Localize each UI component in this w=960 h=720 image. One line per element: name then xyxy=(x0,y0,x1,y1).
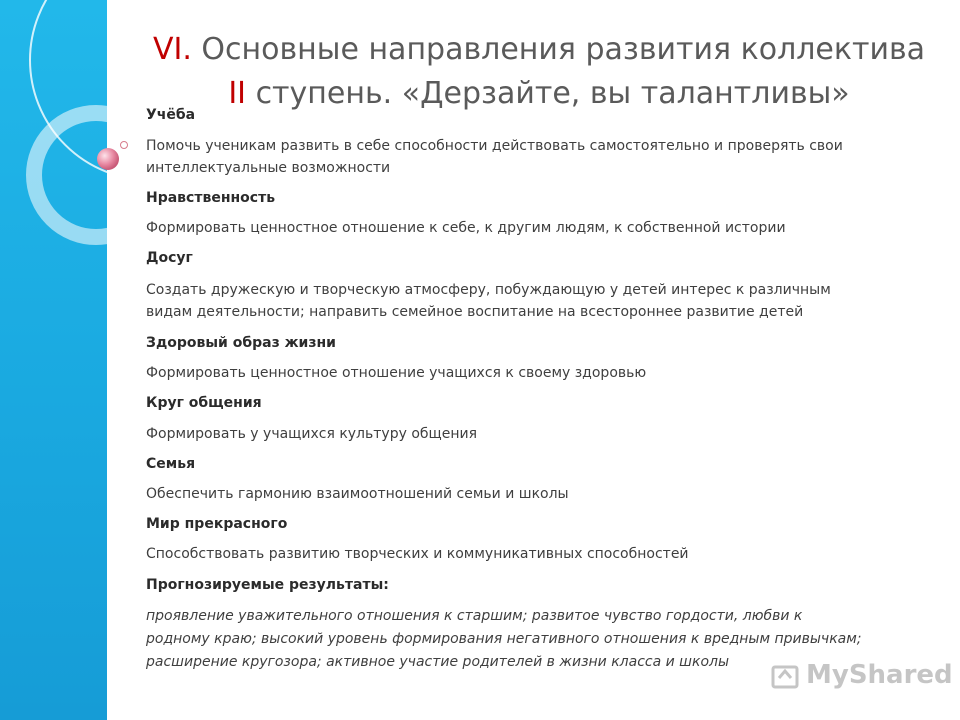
section-heading-family: Семья xyxy=(146,456,196,472)
decor-circles xyxy=(0,0,107,720)
section-text-results-line-3: расширение кругозора; активное участие родителей в жизни класса и школы xyxy=(146,654,730,670)
watermark-text: MyShared xyxy=(806,660,953,690)
title-roman-number: VI. xyxy=(152,32,192,67)
decor-ring-large xyxy=(34,113,107,237)
title-line-2 xyxy=(118,72,960,116)
section-text-health: Формировать ценностное отношение учащихся к своему здоровью xyxy=(146,365,647,381)
section-text-study-line-2: интеллектуальные возможности xyxy=(146,160,391,176)
section-text-results-line-2: родному краю; высокий уровень формирования негативного отношения к вредным привычкам; xyxy=(146,631,862,647)
section-heading-beauty: Мир прекрасного xyxy=(146,516,288,532)
section-text-leisure-line-1: Создать дружескую и творческую атмосферу, побуждающую у детей интерес к различным xyxy=(146,282,831,298)
slide-title xyxy=(118,28,960,116)
watermark-box-icon xyxy=(770,660,800,690)
title-line-1-text: Основные направления развития коллектива xyxy=(191,32,926,67)
section-text-morality: Формировать ценностное отношение к себе, к другим людям, к собственной истории xyxy=(146,220,786,236)
bullet-circle-icon xyxy=(120,141,128,149)
section-heading-results: Прогнозируемые результаты: xyxy=(146,577,389,593)
watermark-logo xyxy=(770,655,953,695)
section-text-family: Обеспечить гармонию взаимоотношений семьи и школы xyxy=(146,486,569,502)
title-stage-number: II xyxy=(228,76,247,111)
pink-ball-icon xyxy=(95,146,121,172)
section-heading-communication: Круг общения xyxy=(146,395,262,411)
title-line-2-text: ступень. «Дерзайте, вы талантливы» xyxy=(246,76,850,111)
section-heading-study: Учёба xyxy=(146,107,196,123)
section-text-results-line-1: проявление уважительного отношения к старшим; развитое чувство гордости, любви к xyxy=(146,608,803,624)
title-line-1 xyxy=(118,28,960,72)
section-text-leisure-line-2: видам деятельности; направить семейное воспитание на всестороннее развитие детей xyxy=(146,304,804,320)
section-heading-health: Здоровый образ жизни xyxy=(146,335,336,351)
section-text-beauty: Способствовать развитию творческих и коммуникативных способностей xyxy=(146,546,689,562)
left-decor-band xyxy=(0,0,107,720)
section-heading-morality: Нравственность xyxy=(146,190,276,206)
section-heading-leisure: Досуг xyxy=(146,250,193,266)
section-text-communication: Формировать у учащихся культуру общения xyxy=(146,426,477,442)
section-text-study-line-1: Помочь ученикам развить в себе способности действовать самостоятельно и проверять свои xyxy=(146,138,843,154)
